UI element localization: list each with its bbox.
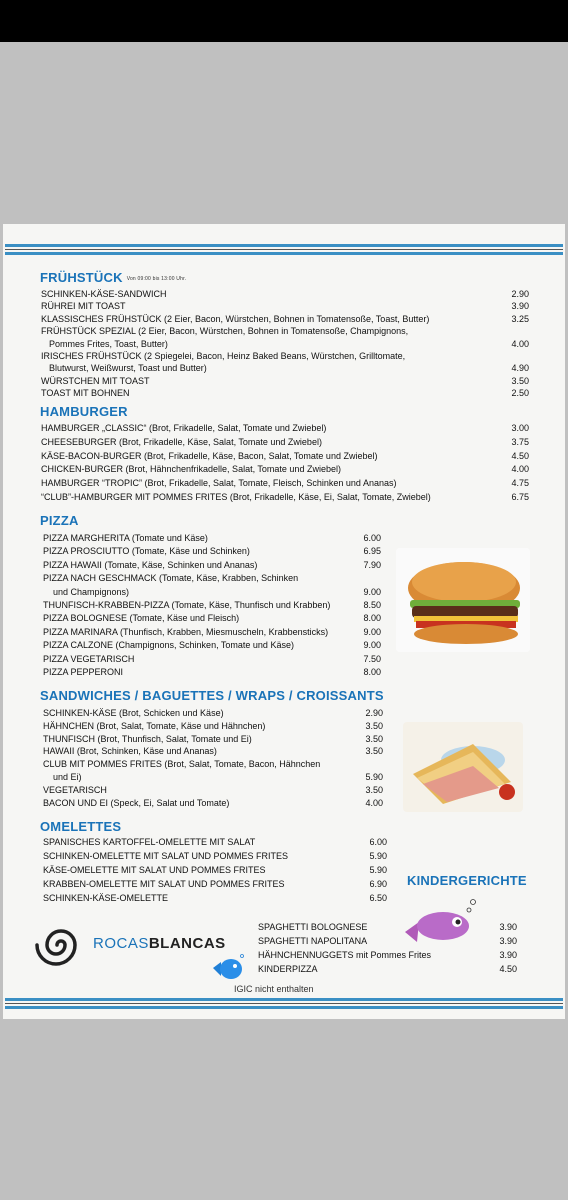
kinder-item-name: KINDERPIZZA [258, 964, 318, 974]
omelettes-item-price: 6.50 [369, 893, 387, 903]
status-bar [0, 0, 568, 42]
fruehstueck-item-name: FRÜHSTÜCK SPEZIAL (2 Eier, Bacon, Würstchen, Bohnen in Tomatensoße, Champignons, [41, 326, 409, 337]
bottom-rule [5, 998, 563, 1001]
igic-note: IGIC nicht enthalten [234, 984, 314, 994]
bottom-rule-thin [5, 1003, 563, 1004]
section-title-pizza: PIZZA [40, 513, 79, 528]
pizza-item-name: THUNFISCH-KRABBEN-PIZZA (Tomate, Käse, Thunfisch und Krabben) [43, 600, 331, 610]
pizza-item-price: 9.00 [363, 626, 381, 637]
hamburger-item-name: KÄSE-BACON-BURGER (Brot, Frikadelle, Käse, Bacon, Salat, Tomate und Zwiebel) [41, 450, 378, 461]
pizza-item-name: PIZZA MARGHERITA (Tomate und Käse) [43, 533, 208, 543]
kinder-item-name: SPAGHETTI NAPOLITANA [258, 936, 368, 946]
hamburger-item-price: 6.75 [511, 492, 529, 502]
fruehstueck-item-price: 2.90 [511, 289, 529, 299]
fruehstueck-item-name: WÜRSTCHEN MIT TOAST [41, 375, 150, 386]
hamburger-item-price: 3.75 [511, 436, 529, 447]
pizza-item-price: 6.95 [363, 546, 381, 557]
omelettes-item-name: KÄSE-OMELETTE MIT SALAT UND POMMES FRITES [43, 865, 266, 875]
fruehstueck-item-name: SCHINKEN-KÄSE-SANDWICH [41, 289, 167, 299]
kinder-item-price: 4.50 [499, 964, 517, 974]
fruehstueck-item-name-cont: Blutwurst, Weißwurst, Toast und Butter) [49, 363, 207, 374]
sandwich-image [403, 722, 523, 812]
sandwiches-item-name: THUNFISCH (Brot, Thunfisch, Salat, Tomate und Ei) [43, 733, 252, 744]
pizza-item-price: 7.90 [363, 559, 381, 570]
section-title-sandwiches: SANDWICHES / BAGUETTES / WRAPS / CROISSANTS [40, 688, 384, 703]
menu-page [3, 224, 565, 1019]
pizza-item-price: 8.50 [363, 600, 381, 610]
sandwiches-item-name: CLUB MIT POMMES FRITES (Brot, Salat, Tomate, Bacon, Hähnchen [43, 759, 321, 770]
omelettes-item-price: 6.90 [369, 879, 387, 889]
pizza-item-name-cont: und Champignons) [53, 586, 130, 597]
pizza-item-price: 8.00 [363, 613, 381, 624]
hamburger-item-price: 4.75 [511, 478, 529, 489]
hamburger-item-price: 4.50 [511, 450, 529, 461]
fruehstueck-item-price: 3.25 [511, 313, 529, 324]
sandwiches-item-name: HÄHNCHEN (Brot, Salat, Tomate, Käse und Hähnchen) [43, 720, 266, 731]
hamburger-item-name: HAMBURGER “TROPIC” (Brot, Frikadelle, Salat, Tomate, Fleisch, Schinken und Ananas) [41, 478, 397, 489]
fruehstueck-item-name: IRISCHES FRÜHSTÜCK (2 Spiegelei, Bacon, Heinz Baked Beans, Würstchen, Grilltomate, [41, 351, 406, 361]
kinder-item-price: 3.90 [499, 922, 517, 932]
bottom-rule-2 [5, 1006, 563, 1009]
pizza-item-name: PIZZA BOLOGNESE (Tomate, Käse und Fleisch) [43, 613, 240, 624]
sandwiches-item-name: SCHINKEN-KÄSE (Brot, Schicken und Käse) [43, 708, 224, 718]
small-fish-icon [211, 952, 245, 982]
logo-spiral-icon [35, 919, 87, 971]
section-title-hamburger: HAMBURGER [40, 404, 128, 419]
pizza-item-price: 8.00 [363, 667, 381, 677]
sandwiches-item-price: 3.50 [365, 733, 383, 744]
hamburger-item-price: 3.00 [511, 423, 529, 433]
sandwiches-item-name: HAWAII (Brot, Schinken, Käse und Ananas) [43, 746, 217, 757]
top-rule-2 [5, 252, 563, 255]
omelettes-item-price: 5.90 [369, 865, 387, 875]
hamburger-item-price: 4.00 [511, 464, 529, 475]
sandwiches-item-price: 2.90 [365, 708, 383, 718]
sandwiches-item-name-cont: und Ei) [53, 772, 82, 782]
sandwiches-item-price: 3.50 [365, 720, 383, 731]
sandwiches-item-name: BACON UND EI (Speck, Ei, Salat und Tomate) [43, 797, 230, 808]
fruehstueck-item-name: TOAST MIT BOHNEN [41, 388, 130, 399]
omelettes-item-price: 6.00 [369, 837, 387, 847]
pizza-item-name: PIZZA HAWAII (Tomate, Käse, Schinken und Ananas) [43, 559, 258, 570]
omelettes-item-price: 5.90 [369, 851, 387, 861]
fish-icon [399, 892, 479, 948]
pizza-item-price: 7.50 [363, 653, 381, 664]
pizza-item-price: 9.00 [363, 640, 381, 651]
pizza-item-price: 6.00 [363, 533, 381, 543]
pizza-item-name: PIZZA VEGETARISCH [43, 653, 135, 664]
pizza-item-price: 9.00 [363, 586, 381, 597]
section-title-fruehstueck: FRÜHSTÜCK Von 09:00 bis 13:00 Uhr. [40, 270, 187, 285]
section-title-omelettes: OMELETTES [40, 819, 122, 834]
fruehstueck-item-name-cont: Pommes Frites, Toast, Butter) [49, 338, 168, 349]
sandwiches-item-price: 3.50 [365, 784, 383, 795]
pizza-item-name: PIZZA PROSCIUTTO (Tomate, Käse und Schinken) [43, 546, 250, 557]
top-rule-thin [5, 249, 563, 250]
pizza-item-name: PIZZA PEPPERONI [43, 667, 124, 677]
pizza-item-name: PIZZA MARINARA (Thunfisch, Krabben, Miesmuscheln, Krabbensticks) [43, 626, 329, 637]
logo-text: ROCASBLANCAS [93, 935, 226, 952]
section-title-kinder: KINDERGERICHTE [407, 873, 527, 888]
fruehstueck-item-price: 4.00 [511, 338, 529, 349]
fruehstueck-item-price: 3.50 [511, 375, 529, 386]
fruehstueck-item-price: 3.90 [511, 301, 529, 312]
burger-image [396, 548, 530, 652]
omelettes-item-name: SPANISCHES KARTOFFEL-OMELETTE MIT SALAT [43, 837, 256, 847]
kinder-item-price: 3.90 [499, 936, 517, 946]
section-note: Von 09:00 bis 13:00 Uhr. [126, 275, 187, 282]
sandwiches-item-name: VEGETARISCH [43, 784, 107, 795]
top-rule [5, 244, 563, 247]
sandwiches-item-price: 4.00 [365, 797, 383, 808]
fruehstueck-item-name: RÜHREI MIT TOAST [41, 301, 126, 312]
omelettes-item-name: SCHINKEN-OMELETTE MIT SALAT UND POMMES FRITES [43, 851, 289, 861]
kinder-item-price: 3.90 [499, 950, 517, 960]
sandwiches-item-price: 3.50 [365, 746, 383, 757]
hamburger-item-name: CHEESEBURGER (Brot, Frikadelle, Käse, Salat, Tomate und Zwiebel) [41, 436, 322, 447]
pizza-item-name: PIZZA NACH GESCHMACK (Tomate, Käse, Krabben, Schinken [43, 573, 299, 584]
hamburger-item-name: “CLUB”-HAMBURGER MIT POMMES FRITES (Brot, Frikadelle, Käse, Ei, Salat, Tomate, Zwiebel) [41, 492, 431, 502]
fruehstueck-item-name: KLASSISCHES FRÜHSTÜCK (2 Eier, Bacon, Würstchen, Bohnen in Tomatensoße, Toast, Butter) [41, 313, 430, 324]
kinder-item-name: HÄHNCHENNUGGETS mit Pommes Frites [258, 950, 432, 960]
fruehstueck-item-price: 4.90 [511, 363, 529, 374]
fruehstueck-item-price: 2.50 [511, 388, 529, 399]
sandwiches-item-price: 5.90 [365, 772, 383, 782]
omelettes-item-name: KRABBEN-OMELETTE MIT SALAT UND POMMES FRITES [43, 879, 285, 889]
kinder-item-name: SPAGHETTI BOLOGNESE [258, 922, 368, 932]
hamburger-item-name: CHICKEN-BURGER (Brot, Hähnchenfrikadelle, Salat, Tomate und Zwiebel) [41, 464, 341, 475]
hamburger-item-name: HAMBURGER „CLASSIC“ (Brot, Frikadelle, Salat, Tomate und Zwiebel) [41, 423, 327, 433]
pizza-item-name: PIZZA CALZONE (Champignons, Schinken, Tomate und Käse) [43, 640, 294, 651]
omelettes-item-name: SCHINKEN-KÄSE-OMELETTE [43, 893, 169, 903]
